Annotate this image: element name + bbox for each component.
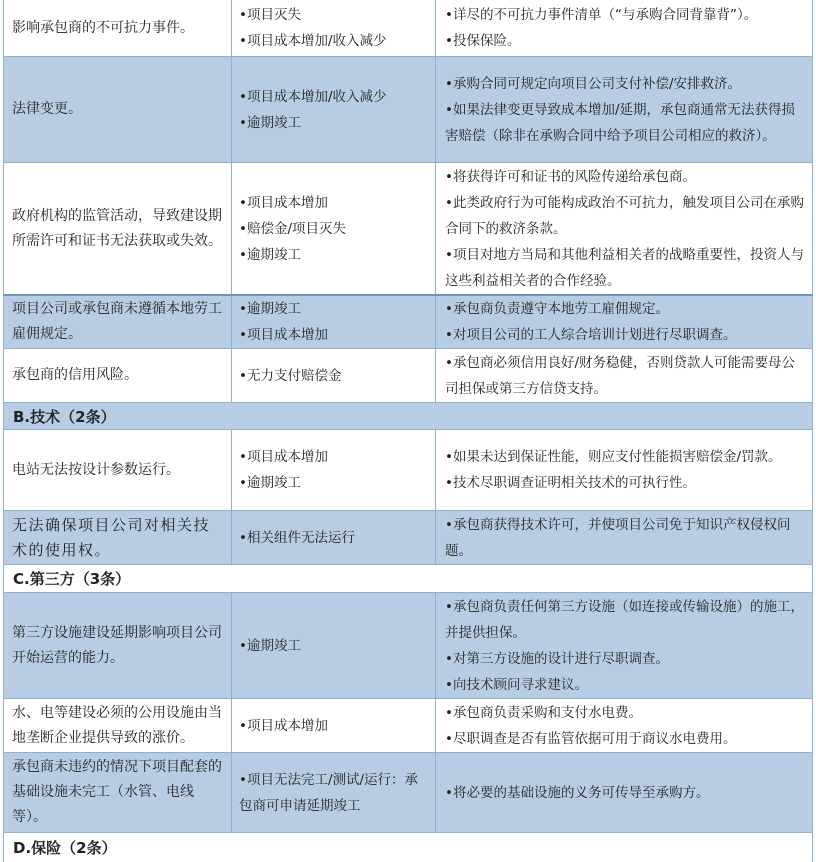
mitigation-item: •详尽的不可抗力事件清单（“与承购合同背靠背”）。 bbox=[445, 7, 758, 23]
mitigation-item: •向技术顾问寻求建议。 bbox=[445, 676, 588, 693]
consequence-item: •逾期竣工 bbox=[239, 301, 301, 317]
consequence-cell bbox=[231, 0, 435, 56]
mitigation-item: •承包商负责遵守本地劳工雇佣规定。 bbox=[445, 301, 669, 317]
consequence-cell bbox=[231, 430, 435, 510]
table-row bbox=[3, 0, 813, 56]
risk-text: 政府机构的监管活动，导致建设期所需许可和证书无法获取或失效。 bbox=[12, 207, 222, 249]
table-row bbox=[3, 56, 813, 162]
mitigation-cell bbox=[435, 296, 813, 348]
section-header-row bbox=[3, 832, 813, 862]
risk-text: 承包商的信用风险。 bbox=[12, 367, 138, 383]
risk-cell bbox=[3, 57, 231, 162]
consequence-cell bbox=[231, 349, 435, 402]
mitigation-cell bbox=[435, 753, 813, 832]
mitigation-cell bbox=[435, 57, 813, 162]
mitigation-item: •将必要的基础设施的义务可传导至承购方。 bbox=[445, 784, 710, 801]
risk-text: 水、电等建设必须的公用设施由当地垄断企业提供导致的涨价。 bbox=[12, 704, 222, 746]
mitigation-item: •尽职调查是否有监管依据可用于商议水电费用。 bbox=[445, 730, 737, 747]
consequence-item: •项目成本增加 bbox=[239, 449, 328, 465]
mitigation-item: •如果未达到保证性能，则应支付性能损害赔偿金/罚款。 bbox=[445, 449, 782, 465]
mitigation-cell bbox=[435, 349, 813, 402]
mitigation-item: •承购合同可规定向项目公司支付补偿/安排救济。 bbox=[445, 75, 742, 92]
mitigation-item: •承包商必须信用良好/财务稳健，否则贷款人可能需要母公司担保或第三方信贷支持。 bbox=[445, 354, 796, 397]
mitigation-item: •项目对地方当局和其他利益相关者的战略重要性，投资人与这些利益相关者的合作经验。 bbox=[445, 246, 804, 289]
mitigation-cell bbox=[435, 430, 813, 510]
consequence-item: •赔偿金/项目灭失 bbox=[239, 220, 347, 237]
mitigation-item: •对第三方设施的设计进行尽职调查。 bbox=[445, 650, 669, 667]
consequence-item: •项目成本增加 bbox=[239, 194, 328, 211]
risk-allocation-table bbox=[3, 0, 813, 862]
table-row bbox=[3, 510, 813, 564]
consequence-item: •项目成本增加/收入减少 bbox=[239, 88, 387, 105]
mitigation-item: •对项目公司的工人综合培训计划进行尽职调查。 bbox=[445, 327, 737, 343]
consequence-cell bbox=[231, 296, 435, 348]
risk-cell bbox=[3, 593, 231, 698]
consequence-cell bbox=[231, 753, 435, 832]
consequence-cell bbox=[231, 511, 435, 564]
table-row bbox=[3, 348, 813, 402]
risk-cell bbox=[3, 753, 231, 832]
mitigation-item: •此类政府行为可能构成政治不可抗力，触发项目公司在承购合同下的救济条款。 bbox=[445, 194, 804, 237]
section-title: C.第三方（3条） bbox=[13, 570, 131, 588]
mitigation-cell bbox=[435, 0, 813, 56]
consequence-cell bbox=[231, 699, 435, 752]
mitigation-cell bbox=[435, 511, 813, 564]
risk-text: 承包商未违约的情况下项目配套的基础设施未完工（水管、电线等）。 bbox=[12, 759, 222, 825]
consequence-item: •无力支付赔偿金 bbox=[239, 367, 342, 384]
risk-cell bbox=[3, 511, 231, 564]
mitigation-item: •投保保险。 bbox=[445, 33, 521, 49]
risk-text: 电站无法按设计参数运行。 bbox=[12, 461, 180, 478]
section-title: B.技术（2条） bbox=[13, 407, 116, 426]
table-row bbox=[3, 294, 813, 348]
mitigation-item: •将获得许可和证书的风险传递给承包商。 bbox=[445, 168, 696, 185]
risk-text: 第三方设施建设延期影响项目公司开始运营的能力。 bbox=[12, 624, 222, 666]
table-row bbox=[3, 752, 813, 832]
mitigation-item: •技术尽职调查证明相关技术的可执行性。 bbox=[445, 475, 696, 491]
consequence-cell bbox=[231, 593, 435, 698]
risk-cell bbox=[3, 349, 231, 402]
table-row bbox=[3, 592, 813, 698]
risk-cell bbox=[3, 0, 231, 56]
risk-text: 法律变更。 bbox=[12, 101, 82, 117]
consequence-item: •相关组件无法运行 bbox=[239, 529, 355, 546]
consequence-item: •项目灭失 bbox=[239, 7, 301, 23]
consequence-item: •逾期竣工 bbox=[239, 637, 301, 654]
risk-text: 项目公司或承包商未遵循本地劳工雇佣规定。 bbox=[12, 301, 222, 342]
consequence-item: •逾期竣工 bbox=[239, 246, 301, 263]
table-row bbox=[3, 698, 813, 752]
table-row bbox=[3, 429, 813, 510]
mitigation-cell bbox=[435, 699, 813, 752]
consequence-cell bbox=[231, 163, 435, 294]
risk-cell bbox=[3, 699, 231, 752]
section-header-row bbox=[3, 402, 813, 429]
risk-text: 影响承包商的不可抗力事件。 bbox=[12, 19, 194, 36]
section-title: D.保险（2条） bbox=[13, 839, 117, 857]
table-row bbox=[3, 162, 813, 294]
risk-text: 无法确保项目公司对相关技术的使用权。 bbox=[12, 515, 211, 559]
consequence-item: •项目成本增加 bbox=[239, 327, 328, 343]
consequence-item: •项目无法完工/测试/运行：承包商可申请延期竣工 bbox=[239, 771, 419, 814]
consequence-item: •逾期竣工 bbox=[239, 475, 301, 491]
risk-cell bbox=[3, 296, 231, 348]
consequence-cell bbox=[231, 57, 435, 162]
mitigation-item: •如果法律变更导致成本增加/延期，承包商通常无法获得损害赔偿（除非在承购合同中给予项目公司相应的救济）。 bbox=[445, 101, 796, 144]
mitigation-cell bbox=[435, 593, 813, 698]
risk-cell bbox=[3, 163, 231, 294]
consequence-item: •项目成本增加 bbox=[239, 717, 328, 734]
mitigation-cell bbox=[435, 163, 813, 294]
section-header-row bbox=[3, 564, 813, 592]
risk-cell bbox=[3, 430, 231, 510]
mitigation-item: •承包商负责采购和支付水电费。 bbox=[445, 704, 642, 721]
consequence-item: •项目成本增加/收入减少 bbox=[239, 33, 387, 49]
consequence-item: •逾期竣工 bbox=[239, 114, 301, 131]
mitigation-item: •承包商负责任何第三方设施（如连接或传输设施）的施工，并提供担保。 bbox=[445, 598, 804, 641]
mitigation-item: •承包商获得技术许可，并使项目公司免于知识产权侵权问题。 bbox=[445, 516, 791, 559]
